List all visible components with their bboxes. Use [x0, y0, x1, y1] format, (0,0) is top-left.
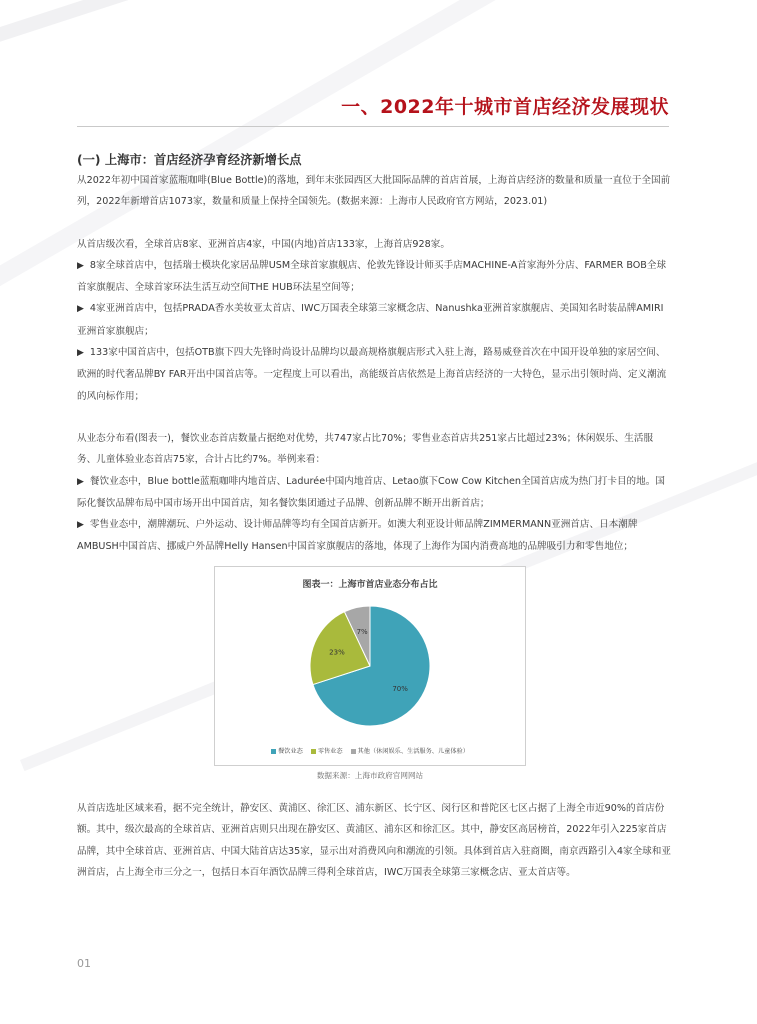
- pie-chart-panel: [214, 566, 526, 766]
- background-stroke: [0, 0, 744, 53]
- chart-legend: [215, 746, 525, 755]
- chart-source-caption: 数据来源：上海市政府官网网站: [316, 771, 424, 780]
- bullet-item: ▶ 133家中国首店中，包括OTB旗下四大先锋时尚设计品牌均以最高规格旗舰店形式入驻上海，路易威登首次在中国开设单独的家居空间、欧洲的时代奢品牌BY FAR开出中国首店等。一定程度上可以看出，高能级首店依然是上海首店经济的一大特色，显示出引领时尚、定义潮流的风向标作用；: [77, 347, 667, 402]
- paragraph-intro: 从2022年初中国首家蓝瓶咖啡(Blue Bottle)的落地，到年末张园西区大批国际品牌的首店首展，上海首店经济的数量和质量一直位于全国前列，2022年新增首店1073家，数量和质量上保持全国领先。(数据来源：上海市人民政府官方网站，2023.01): [77, 175, 671, 208]
- triangle-bullet-icon: ▶: [77, 260, 84, 271]
- legend-swatch: [311, 749, 316, 754]
- bullet-item: ▶ 8家全球首店中，包括瑞士模块化家居品牌USM全球首家旗舰店、伦敦先锋设计师买手店MACHINE-A首家海外分店、FARMER BOB全球首家旗舰店、全球首家环法生活互动空间THE HUB环法星空间等；: [77, 259, 667, 294]
- legend-item: 零售业态: [311, 746, 343, 755]
- legend-swatch: [271, 749, 276, 754]
- legend-swatch: [351, 749, 356, 754]
- text-block-top: [77, 150, 672, 558]
- paragraph-business-types: 从业态分布看(图表一)，餐饮业态首店数量占据绝对优势，共747家占比70%；零售业态首店共251家占比超过23%；休闲娱乐、生活服务、儿童体验业态首店75家，合计占比约7%。举例来看：: [77, 432, 654, 466]
- bullet-item: ▶ 4家亚洲首店中，包括PRADA香水美妆亚太首店、IWC万国表全球第三家概念店、Nanushka亚洲首家旗舰店、美国知名时装品牌AMIRI亚洲首家旗舰店；: [77, 303, 664, 337]
- header-divider: [77, 126, 669, 127]
- triangle-bullet-icon: ▶: [77, 348, 84, 359]
- text-block-bottom: [77, 798, 672, 883]
- page-header-title: 一、2022年十城市首店经济发展现状: [341, 96, 669, 118]
- pie-chart: [215, 595, 525, 745]
- bullet-item: ▶ 零售业态中，潮牌潮玩、户外运动、设计师品牌等均有全国首店新开。如澳大利亚设计师品牌ZIMMERMANN亚洲首店、日本潮牌AMBUSH中国首店、挪威户外品牌Helly Hansen中国首家旗舰店的落地，体现了上海作为国内消费高地的品牌吸引力和零售地位；: [77, 519, 638, 553]
- pie-data-label-0: 70%: [392, 684, 408, 693]
- page-number: 01: [77, 957, 91, 970]
- legend-item: 餐饮业态: [271, 746, 303, 755]
- bullet-item: ▶ 餐饮业态中，Blue bottle蓝瓶咖啡内地首店、Ladurée中国内地首店、Letao旗下Cow Cow Kitchen全国首店成为热门打卡目的地。国际化餐饮品牌布局中国市场开出中国首店，知名餐饮集团通过子品牌、创新品牌不断开出新首店；: [77, 475, 665, 509]
- triangle-bullet-icon: ▶: [77, 520, 84, 531]
- triangle-bullet-icon: ▶: [77, 476, 84, 487]
- pie-data-label-2: 7%: [356, 627, 368, 636]
- pie-data-label-1: 23%: [329, 648, 345, 657]
- triangle-bullet-icon: ▶: [77, 304, 84, 315]
- section-title: (一) 上海市：首店经济孕育经济新增长点: [77, 153, 302, 167]
- paragraph-locations: 从首店选址区域来看，据不完全统计，静安区、黄浦区、徐汇区、浦东新区、长宁区、闵行区和普陀区七区占据了上海全市近90%的首店份额。其中，级次最高的全球首店、亚洲首店则只出现在静安区、黄浦区、浦东区和徐汇区。其中，静安区高居榜首，2022年引入225家首店品牌，其中全球首店、亚洲首店、中国大陆首店达35家，显示出对消费风向和潮流的引领。具体到首店入驻商圈，南京西路引入4家全球和亚洲首店，占上海全市三分之一，包括日本百年酒饮品牌三得利全球首店，IWC万国表全球第三家概念店、亚太首店等。: [77, 803, 671, 878]
- chart-title: 图表一：上海市首店业态分布占比: [302, 580, 438, 590]
- paragraph-store-levels: 从首店级次看，全球首店8家、亚洲首店4家，中国(内地)首店133家，上海首店928家。: [77, 238, 450, 250]
- legend-item: 其他（休闲娱乐、生活服务、儿童体验）: [351, 746, 469, 755]
